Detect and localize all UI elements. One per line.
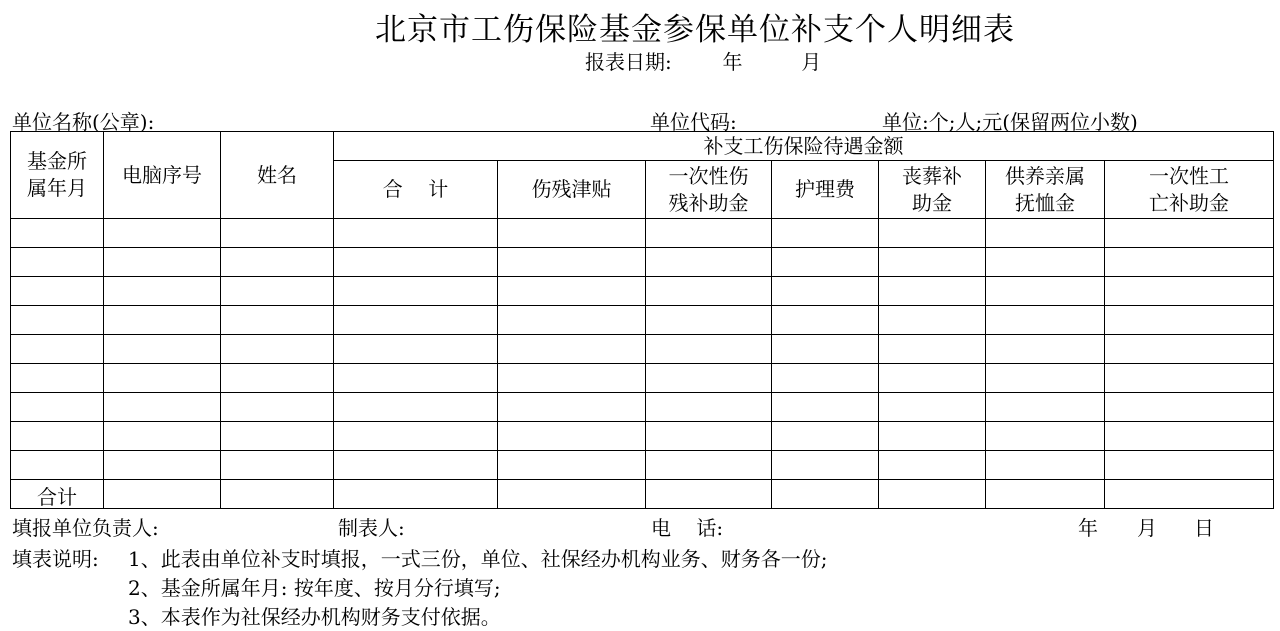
table-cell[interactable] bbox=[11, 451, 104, 480]
table-cell[interactable] bbox=[11, 393, 104, 422]
table-cell[interactable] bbox=[1105, 422, 1274, 451]
table-row bbox=[11, 335, 1274, 364]
table-cell[interactable] bbox=[498, 219, 646, 248]
table-cell[interactable] bbox=[646, 480, 772, 509]
table-cell[interactable] bbox=[221, 480, 334, 509]
table-cell[interactable] bbox=[879, 335, 986, 364]
table-cell[interactable] bbox=[498, 248, 646, 277]
notes-label: 填表说明: bbox=[12, 547, 99, 571]
table-cell[interactable] bbox=[986, 219, 1105, 248]
header-group: 补支工伤保险待遇金额 bbox=[334, 132, 1274, 161]
header-nursing: 护理费 bbox=[772, 161, 879, 219]
table-cell[interactable] bbox=[772, 451, 879, 480]
table-row bbox=[11, 451, 1274, 480]
table-cell[interactable] bbox=[498, 422, 646, 451]
report-date bbox=[585, 46, 821, 75]
table-cell[interactable] bbox=[986, 364, 1105, 393]
table-row bbox=[11, 248, 1274, 277]
header-name: 姓名 bbox=[221, 132, 334, 219]
table-cell[interactable] bbox=[221, 219, 334, 248]
total-row-label: 合计 bbox=[11, 480, 104, 509]
table-cell[interactable] bbox=[104, 248, 221, 277]
table-cell[interactable] bbox=[498, 480, 646, 509]
table-cell[interactable] bbox=[11, 422, 104, 451]
table-cell[interactable] bbox=[104, 219, 221, 248]
sign-responsible: 填报单位负责人: bbox=[12, 516, 159, 540]
table-cell[interactable] bbox=[646, 364, 772, 393]
table-cell[interactable] bbox=[334, 480, 498, 509]
total-row bbox=[11, 480, 1274, 509]
table-cell[interactable] bbox=[772, 393, 879, 422]
table-cell[interactable] bbox=[334, 219, 498, 248]
table-cell[interactable] bbox=[646, 451, 772, 480]
table-row bbox=[11, 277, 1274, 306]
table-cell[interactable] bbox=[498, 364, 646, 393]
table-cell[interactable] bbox=[772, 335, 879, 364]
table-cell[interactable] bbox=[334, 364, 498, 393]
unit-code-label: 单位代码: bbox=[650, 110, 737, 134]
report-date-month: 月 bbox=[801, 50, 822, 74]
table-cell[interactable] bbox=[772, 364, 879, 393]
table-cell[interactable] bbox=[104, 306, 221, 335]
table-cell[interactable] bbox=[879, 248, 986, 277]
table-cell[interactable] bbox=[646, 306, 772, 335]
table-cell[interactable] bbox=[986, 422, 1105, 451]
table-cell[interactable] bbox=[986, 480, 1105, 509]
table-cell[interactable] bbox=[221, 393, 334, 422]
table-cell[interactable] bbox=[104, 335, 221, 364]
table-cell[interactable] bbox=[879, 451, 986, 480]
table-cell[interactable] bbox=[104, 393, 221, 422]
table-cell[interactable] bbox=[1105, 451, 1274, 480]
sign-preparer: 制表人: bbox=[338, 516, 405, 540]
table-cell[interactable] bbox=[1105, 277, 1274, 306]
table-body bbox=[11, 219, 1274, 480]
table-cell[interactable] bbox=[334, 422, 498, 451]
table-cell[interactable] bbox=[221, 364, 334, 393]
table-cell[interactable] bbox=[1105, 219, 1274, 248]
table-cell[interactable] bbox=[221, 335, 334, 364]
table-cell[interactable] bbox=[11, 335, 104, 364]
table-row bbox=[11, 422, 1274, 451]
table-cell[interactable] bbox=[11, 277, 104, 306]
header-fund-month: 基金所 属年月 bbox=[11, 132, 104, 219]
table-row bbox=[11, 364, 1274, 393]
table-cell[interactable] bbox=[879, 364, 986, 393]
table-cell[interactable] bbox=[221, 422, 334, 451]
sign-day: 日 bbox=[1194, 516, 1214, 540]
table-cell[interactable] bbox=[104, 480, 221, 509]
table-cell[interactable] bbox=[334, 248, 498, 277]
table-cell[interactable] bbox=[879, 480, 986, 509]
table-cell[interactable] bbox=[772, 422, 879, 451]
header-funeral: 丧葬补 助金 bbox=[879, 161, 986, 219]
page-title: 北京市工伤保险基金参保单位补支个人明细表 bbox=[375, 12, 1015, 48]
table-cell[interactable] bbox=[1105, 248, 1274, 277]
table-cell[interactable] bbox=[772, 219, 879, 248]
table-cell[interactable] bbox=[498, 335, 646, 364]
table-cell[interactable] bbox=[11, 248, 104, 277]
sign-phone: 电 话: bbox=[651, 516, 724, 540]
table-cell[interactable] bbox=[334, 393, 498, 422]
table-cell[interactable] bbox=[334, 335, 498, 364]
table-cell[interactable] bbox=[221, 248, 334, 277]
header-total: 合 计 bbox=[334, 161, 498, 219]
table-cell[interactable] bbox=[879, 393, 986, 422]
table-cell[interactable] bbox=[646, 219, 772, 248]
table-cell[interactable] bbox=[986, 335, 1105, 364]
table-cell[interactable] bbox=[879, 219, 986, 248]
table-cell[interactable] bbox=[986, 248, 1105, 277]
table-cell[interactable] bbox=[646, 393, 772, 422]
table-cell[interactable] bbox=[11, 306, 104, 335]
table-cell[interactable] bbox=[879, 277, 986, 306]
table-cell[interactable] bbox=[334, 451, 498, 480]
table-cell[interactable] bbox=[104, 277, 221, 306]
table-cell[interactable] bbox=[646, 335, 772, 364]
table-cell[interactable] bbox=[772, 248, 879, 277]
table-row bbox=[11, 306, 1274, 335]
note-item: 3、本表作为社保经办机构财务支付依据。 bbox=[128, 605, 501, 629]
table-cell[interactable] bbox=[104, 422, 221, 451]
table-cell[interactable] bbox=[772, 480, 879, 509]
table-cell[interactable] bbox=[1105, 393, 1274, 422]
table-cell[interactable] bbox=[1105, 306, 1274, 335]
unit-note: 单位:个;人;元(保留两位小数) bbox=[882, 110, 1138, 134]
table-cell[interactable] bbox=[879, 306, 986, 335]
table-cell[interactable] bbox=[986, 451, 1105, 480]
report-date-label: 报表日期: bbox=[585, 50, 672, 74]
header-dependent: 供养亲属 抚恤金 bbox=[986, 161, 1105, 219]
table-cell[interactable] bbox=[498, 393, 646, 422]
sign-year: 年 bbox=[1078, 516, 1098, 540]
table-cell[interactable] bbox=[334, 306, 498, 335]
table-cell[interactable] bbox=[1105, 480, 1274, 509]
table-row bbox=[11, 219, 1274, 248]
table-cell[interactable] bbox=[879, 422, 986, 451]
table-cell[interactable] bbox=[221, 306, 334, 335]
table-cell[interactable] bbox=[498, 277, 646, 306]
table-cell[interactable] bbox=[221, 451, 334, 480]
table-cell[interactable] bbox=[104, 451, 221, 480]
header-lump-death: 一次性工 亡补助金 bbox=[1105, 161, 1274, 219]
note-item: 2、基金所属年月: 按年度、按月分行填写; bbox=[128, 576, 501, 600]
table-cell[interactable] bbox=[498, 451, 646, 480]
table-cell[interactable] bbox=[334, 277, 498, 306]
table-cell[interactable] bbox=[646, 277, 772, 306]
table-cell[interactable] bbox=[772, 277, 879, 306]
table-cell[interactable] bbox=[986, 393, 1105, 422]
header-computer-no: 电脑序号 bbox=[104, 132, 221, 219]
header-disability-allowance: 伤残津贴 bbox=[498, 161, 646, 219]
table-cell[interactable] bbox=[646, 248, 772, 277]
table-cell[interactable] bbox=[221, 277, 334, 306]
header-lump-disability: 一次性伤 残补助金 bbox=[646, 161, 772, 219]
note-item: 1、此表由单位补支时填报，一式三份，单位、社保经办机构业务、财务各一份; bbox=[128, 547, 828, 571]
table-cell[interactable] bbox=[1105, 335, 1274, 364]
table-cell[interactable] bbox=[104, 364, 221, 393]
table-row bbox=[11, 393, 1274, 422]
detail-table bbox=[10, 131, 1274, 509]
table-cell[interactable] bbox=[986, 306, 1105, 335]
sign-month: 月 bbox=[1137, 516, 1157, 540]
unit-name-label: 单位名称(公章): bbox=[12, 110, 155, 134]
table-cell[interactable] bbox=[772, 306, 879, 335]
report-date-year: 年 bbox=[722, 50, 743, 74]
table-cell[interactable] bbox=[646, 422, 772, 451]
table-cell[interactable] bbox=[11, 364, 104, 393]
table-cell[interactable] bbox=[498, 306, 646, 335]
table-cell[interactable] bbox=[986, 277, 1105, 306]
table-cell[interactable] bbox=[1105, 364, 1274, 393]
table-cell[interactable] bbox=[11, 219, 104, 248]
